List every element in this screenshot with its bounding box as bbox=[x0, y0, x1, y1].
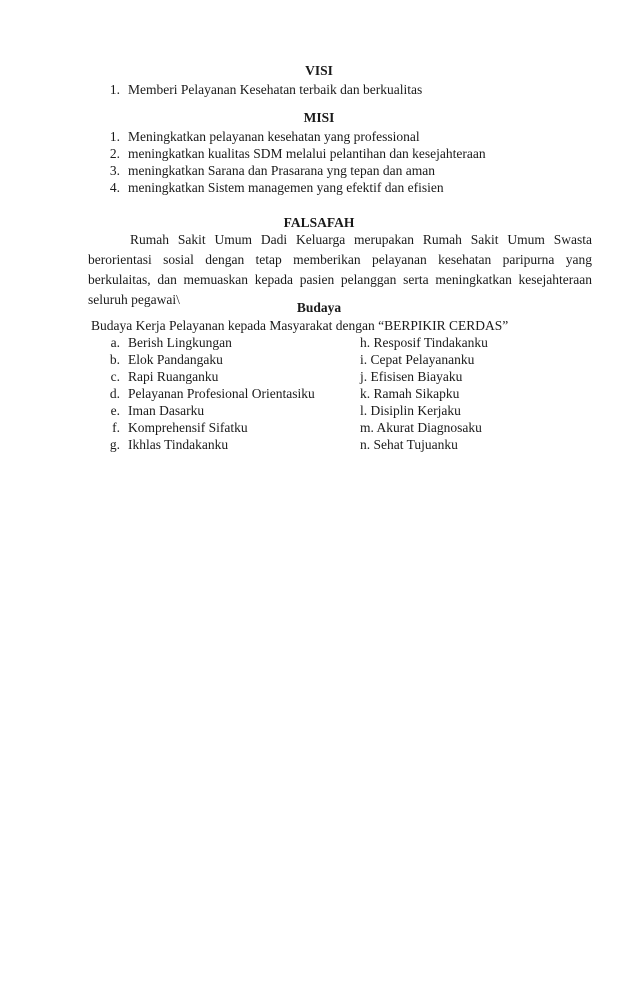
misi-item-text: meningkatkan kualitas SDM melalui pelantihan dan kesejahteraan bbox=[128, 146, 486, 161]
budaya-item: k. Ramah Sikapku bbox=[360, 386, 460, 401]
falsafah-paragraph: Rumah Sakit Umum Dadi Keluarga merupakan Rumah Sakit Umum Swasta berorientasi sosial dengan tetap memberikan pelayanan kesehatan paripurna yang berkulaitas, dan memuaskan kepada pasien pelanggan serta meningkatkan kesejahteraan seluruh pegawai\ bbox=[88, 232, 592, 307]
budaya-item: j. Efisisen Biayaku bbox=[360, 369, 463, 384]
budaya-item-letter: d. bbox=[109, 386, 120, 401]
budaya-item-text: Elok Pandangaku bbox=[128, 352, 223, 367]
budaya-item: h. Resposif Tindakanku bbox=[360, 335, 488, 350]
misi-item-text: meningkatkan Sarana dan Prasarana yng tepan dan aman bbox=[128, 163, 436, 178]
budaya-item-letter: g. bbox=[109, 437, 120, 452]
budaya-item: m. Akurat Diagnosaku bbox=[360, 420, 482, 435]
budaya-item-text: Komprehensif Sifatku bbox=[128, 420, 248, 435]
misi-item-number: 4. bbox=[109, 180, 120, 195]
misi-item-number: 2. bbox=[109, 146, 120, 161]
visi-item-text: Memberi Pelayanan Kesehatan terbaik dan berkualitas bbox=[128, 82, 423, 97]
budaya-item-text: Pelayanan Profesional Orientasiku bbox=[128, 386, 315, 401]
budaya-heading: Budaya bbox=[296, 300, 342, 315]
misi-heading: MISI bbox=[303, 110, 335, 125]
misi-item-text: Meningkatkan pelayanan kesehatan yang professional bbox=[128, 129, 420, 144]
budaya-item-letter: c. bbox=[110, 369, 120, 384]
budaya-item: i. Cepat Pelayananku bbox=[360, 352, 475, 367]
budaya-item-text: Berish Lingkungan bbox=[128, 335, 232, 350]
budaya-item-text: Ikhlas Tindakanku bbox=[128, 437, 229, 452]
budaya-item: n. Sehat Tujuanku bbox=[360, 437, 458, 452]
misi-item-text: meningkatkan Sistem managemen yang efektif dan efisien bbox=[128, 180, 444, 195]
visi-heading: VISI bbox=[305, 63, 333, 78]
budaya-item-text: Iman Dasarku bbox=[128, 403, 205, 418]
misi-item-number: 1. bbox=[109, 129, 120, 144]
budaya-intro: Budaya Kerja Pelayanan kepada Masyarakat dengan “BERPIKIR CERDAS” bbox=[91, 318, 509, 333]
budaya-item-letter: e. bbox=[110, 403, 120, 418]
budaya-item-letter: f. bbox=[112, 420, 120, 435]
budaya-item-letter: a. bbox=[110, 335, 120, 350]
budaya-item-letter: b. bbox=[109, 352, 120, 367]
falsafah-heading: FALSAFAH bbox=[283, 215, 355, 230]
misi-item-number: 3. bbox=[109, 163, 120, 178]
budaya-item-text: Rapi Ruanganku bbox=[128, 369, 219, 384]
budaya-item: l. Disiplin Kerjaku bbox=[360, 403, 461, 418]
visi-item-number: 1. bbox=[109, 82, 120, 97]
